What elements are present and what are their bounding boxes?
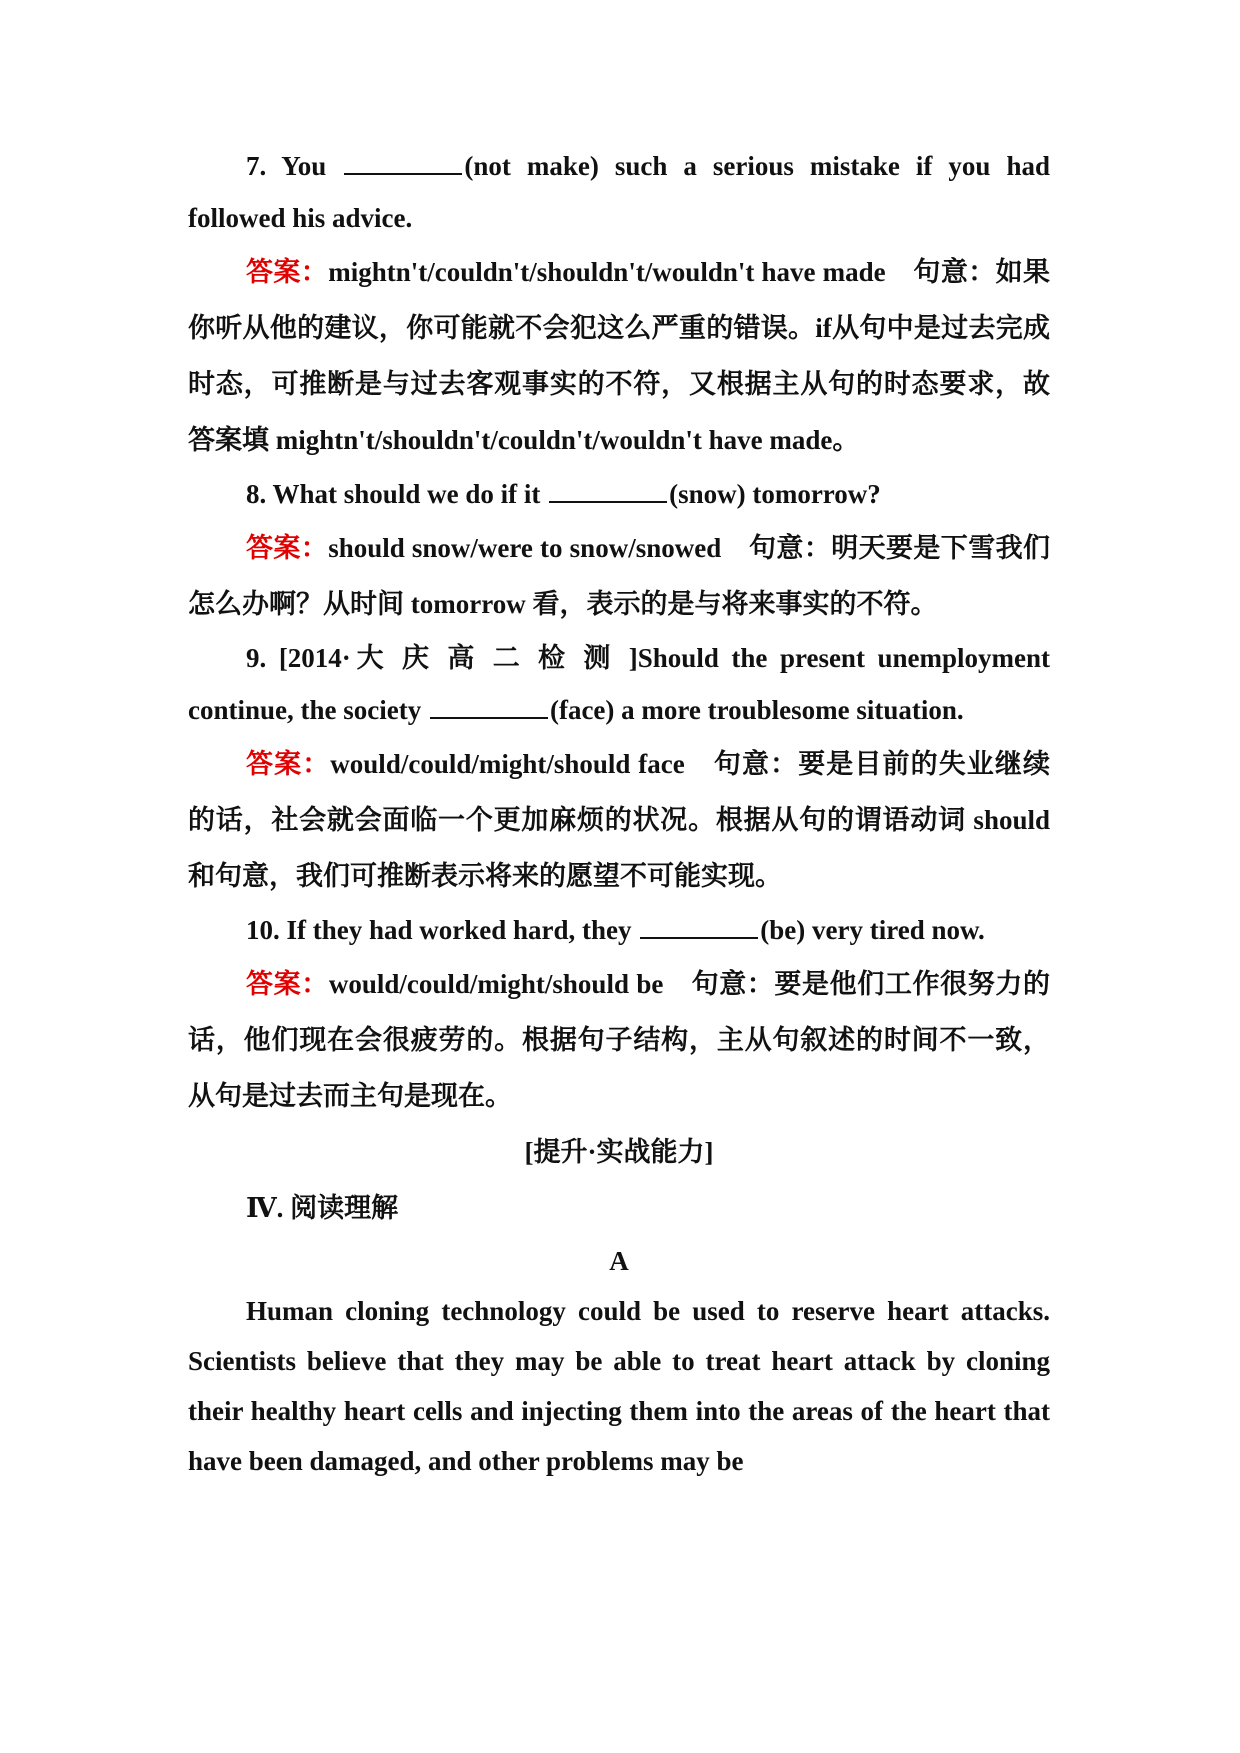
question-text-pre: What should we do if it bbox=[272, 479, 541, 509]
document-page bbox=[188, 140, 1050, 1486]
answer-7 bbox=[188, 244, 1050, 468]
question-7 bbox=[188, 140, 1050, 244]
question-text-post: (be) very tired now. bbox=[760, 915, 985, 945]
answer-8 bbox=[188, 520, 1050, 632]
passage-letter: A bbox=[609, 1246, 629, 1276]
answer-label: 答案： bbox=[246, 969, 329, 999]
answer-blank bbox=[549, 479, 667, 503]
question-text-pre: If they had worked hard, they bbox=[286, 915, 632, 945]
question-8 bbox=[188, 468, 1050, 520]
answer-explanation: would/could/might/should face 句意：要是目前的失业继续的话，社会就会面临一个更加麻烦的状况。根据从句的谓语动词 should 和句意，我们可推断表示将来的愿望不可能实现。 bbox=[188, 749, 1050, 891]
answer-9 bbox=[188, 736, 1050, 904]
question-number: 7. bbox=[246, 151, 267, 181]
answer-explanation: mightn't/couldn't/shouldn't/wouldn't have made 句意：如果你听从他的建议，你可能就不会犯这么严重的错误。if从句中是过去完成时态，可推断是与过去客观事实的不符，又根据主从句的时态要求，故答案填 mightn't/shouldn't/couldn't/wouldn't have made。 bbox=[188, 257, 1051, 455]
question-9 bbox=[188, 632, 1050, 736]
question-text-post: (face) a more troublesome situation. bbox=[549, 695, 964, 725]
answer-label: 答案： bbox=[246, 257, 329, 287]
answer-explanation: would/could/might/should be 句意：要是他们工作很努力的话，他们现在会很疲劳的。根据句子结构，主从句叙述的时间不一致，从句是过去而主句是现在。 bbox=[188, 969, 1050, 1111]
answer-blank bbox=[344, 151, 462, 175]
question-text-pre: [2014·大 庆 高 二 检 测 ]Should the present unemployment continue, the society bbox=[188, 643, 1051, 725]
question-number: 10. bbox=[246, 915, 280, 945]
answer-10 bbox=[188, 956, 1050, 1124]
question-10 bbox=[188, 904, 1050, 956]
section-title: [提升·实战能力] bbox=[524, 1137, 714, 1167]
question-number: 9. bbox=[246, 643, 267, 673]
answer-explanation: should snow/were to snow/snowed 句意：明天要是下雪我们怎么办啊？从时间 tomorrow 看，表示的是与将来事实的不符。 bbox=[188, 533, 1050, 619]
question-text-pre: You bbox=[281, 151, 327, 181]
question-text-post: (not make) such a serious mistake if you had followed his advice. bbox=[188, 151, 1051, 233]
question-text-post: (snow) tomorrow? bbox=[669, 479, 881, 509]
answer-blank bbox=[430, 695, 548, 719]
reading-passage: Human cloning technology could be used to reserve heart attacks. Scientists believe that they may be able to treat heart attack by cloning their healthy heart cells and injecting them into the areas of the heart that have been damaged, and other problems may be bbox=[188, 1296, 1050, 1476]
part-heading: Ⅳ. 阅读理解 bbox=[246, 1193, 399, 1223]
answer-label: 答案： bbox=[246, 749, 331, 779]
question-number: 8. bbox=[246, 479, 267, 509]
answer-blank bbox=[640, 915, 758, 939]
answer-label: 答案： bbox=[246, 533, 329, 563]
